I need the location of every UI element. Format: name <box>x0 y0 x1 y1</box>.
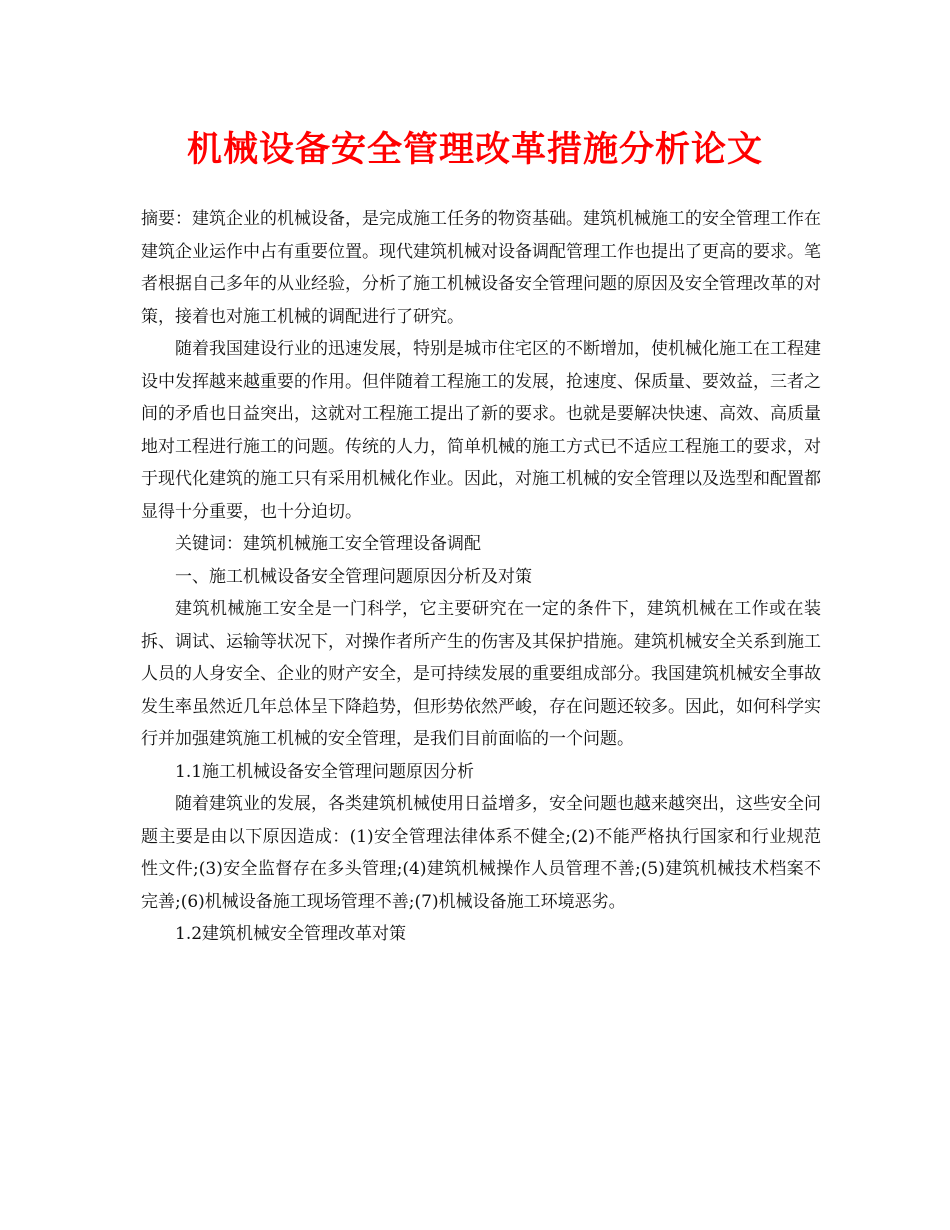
subsection-heading-1-2: 1.2建筑机械安全管理改革对策 <box>175 924 407 944</box>
abstract-paragraph: 摘要：建筑企业的机械设备，是完成施工任务的物资基础。建筑机械施工的安全管理工作在建筑企业运作中占有重要位置。现代建筑机械对设备调配管理工作也提出了更高的要求。笔者根据自己多年的从业经验，分析了施工机械设备安全管理问题的原因及安全管理改革的对策，接着也对施工机械的调配进行了研究。 <box>141 209 821 327</box>
document-body <box>141 203 821 951</box>
section-heading-1: 一、施工机械设备安全管理问题原因分析及对策 <box>175 566 532 587</box>
subsection-heading-1-1: 1.1施工机械设备安全管理问题原因分析 <box>175 761 475 782</box>
keywords-paragraph: 关键词：建筑机械施工安全管理设备调配 <box>175 534 481 554</box>
body-paragraph: 随着我国建设行业的迅速发展，特别是城市住宅区的不断增加，使机械化施工在工程建设中发挥越来越重要的作用。但伴随着工程施工的发展，抢速度、保质量、要效益，三者之间的矛盾也日益突出，这就对工程施工提出了新的要求。也就是要解决快速、高效、高质量地对工程进行施工的问题。传统的人力，简单机械的施工方式已不适应工程施工的要求，对于现代化建筑的施工只有采用机械化作业。因此，对施工机械的安全管理以及选型和配置都显得十分重要，也十分迫切。 <box>141 339 821 522</box>
body-paragraph: 建筑机械施工安全是一门科学，它主要研究在一定的条件下，建筑机械在工作或在装拆、调试、运输等状况下，对操作者所产生的伤害及其保护措施。建筑机械安全关系到施工人员的人身安全、企业的财产安全，是可持续发展的重要组成部分。我国建筑机械安全事故发生率虽然近几年总体呈下降趋势，但形势依然严峻，存在问题还较多。因此，如何科学实行并加强建筑施工机械的安全管理，是我们目前面临的一个问题。 <box>141 599 821 749</box>
document-title: 机械设备安全管理改革措施分析论文 <box>186 129 763 170</box>
body-paragraph: 随着建筑业的发展，各类建筑机械使用日益增多，安全问题也越来越突出，这些安全问题主要是由以下原因造成：(1)安全管理法律体系不健全;(2)不能严格执行国家和行业规范性文件;(3)安全监督存在多头管理;(4)建筑机械操作人员管理不善;(5)建筑机械技术档案不完善;(6)机械设备施工现场管理不善;(7)机械设备施工环境恶劣。 <box>141 794 821 912</box>
